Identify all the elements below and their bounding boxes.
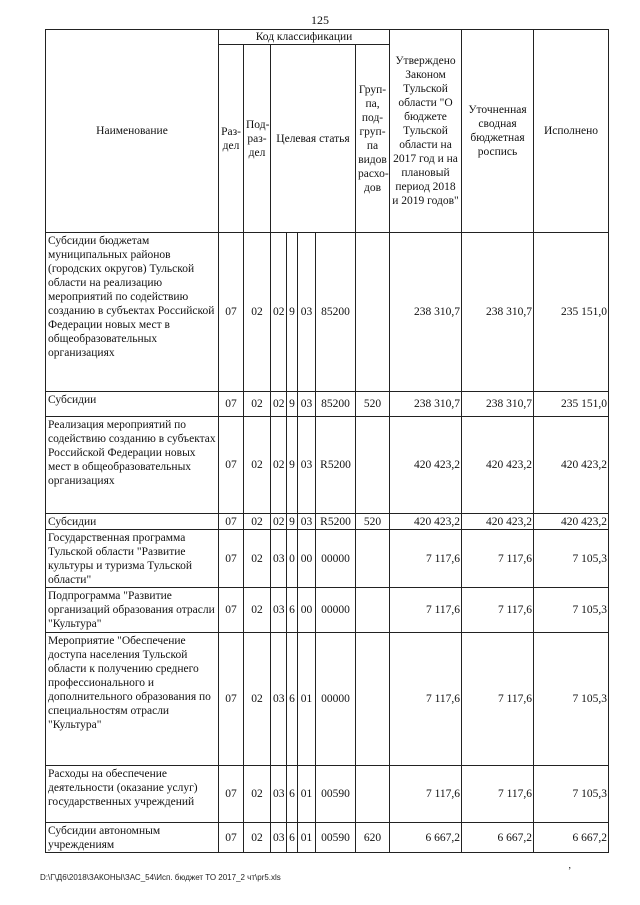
row-target-subprogram: 9 [287,417,298,514]
row-name: Субсидии [46,514,219,530]
row-refined: 7 117,6 [462,766,534,823]
row-target-program: 03 [271,530,287,588]
row-group: 620 [356,823,390,853]
row-target-subprogram: 9 [287,514,298,530]
table-row [46,233,609,392]
row-target-subprogram: 6 [287,633,298,766]
row-approved: 420 423,2 [390,417,462,514]
row-podrazdel: 02 [244,766,271,823]
row-group [356,588,390,633]
row-name: Государственная программа Тульской области "Развитие культуры и туризма Тульской области" [46,530,219,588]
row-target-program: 03 [271,823,287,853]
row-refined: 6 667,2 [462,823,534,853]
row-target-event: 03 [298,392,316,417]
row-approved: 420 423,2 [390,514,462,530]
table-row [46,530,609,588]
row-group [356,633,390,766]
row-executed: 235 151,0 [534,233,609,392]
row-target-program: 02 [271,392,287,417]
row-executed: 6 667,2 [534,823,609,853]
row-name: Мероприятие "Обеспечение доступа населения Тульской области к получению среднего профессионального и дополнительного образования по специальностям отрасли "Культура" [46,633,219,766]
row-target-event: 03 [298,514,316,530]
row-refined: 7 117,6 [462,530,534,588]
row-target-event: 00 [298,530,316,588]
footer-path: D:\Г\Д6\2018\ЗАКОНЫ\ЗАС_54\Исп. бюджет ТО 2017_2 чт\pr5.xls [40,873,281,882]
row-name: Реализация мероприятий по содействию созданию в субъектах Российской Федерации новых мест в общеобразовательных организациях [46,417,219,514]
row-executed: 7 105,3 [534,633,609,766]
table-row [46,633,609,766]
row-name: Подпрограмма "Развитие организаций образования отрасли "Культура" [46,588,219,633]
row-refined: 7 117,6 [462,633,534,766]
table-row [46,823,609,853]
row-executed: 420 423,2 [534,514,609,530]
row-razdel: 07 [219,514,244,530]
row-executed: 235 151,0 [534,392,609,417]
row-target-direction: 85200 [316,392,356,417]
row-group: 520 [356,392,390,417]
row-target-event: 01 [298,766,316,823]
row-executed: 7 105,3 [534,588,609,633]
row-name: Субсидии [46,392,219,417]
row-razdel: 07 [219,530,244,588]
row-podrazdel: 02 [244,514,271,530]
row-razdel: 07 [219,392,244,417]
header-refined: Уточненная сводная бюджетная роспись [462,30,534,233]
table-header [46,30,609,233]
row-approved: 238 310,7 [390,392,462,417]
row-razdel: 07 [219,233,244,392]
row-target-event: 03 [298,233,316,392]
table-row [46,392,609,417]
row-group [356,530,390,588]
row-podrazdel: 02 [244,588,271,633]
row-group [356,233,390,392]
row-executed: 420 423,2 [534,417,609,514]
row-refined: 420 423,2 [462,417,534,514]
row-name: Субсидии бюджетам муниципальных районов (городских округов) Тульской области на реализацию мероприятий по содействию созданию в субъектах Российской Федерации новых мест в общеобразовательных организациях [46,233,219,392]
row-podrazdel: 02 [244,633,271,766]
row-target-program: 02 [271,417,287,514]
row-executed: 7 105,3 [534,766,609,823]
row-target-event: 01 [298,633,316,766]
row-target-direction: 85200 [316,233,356,392]
row-target-subprogram: 6 [287,766,298,823]
table-row [46,417,609,514]
row-target-subprogram: 0 [287,530,298,588]
row-refined: 7 117,6 [462,588,534,633]
row-approved: 7 117,6 [390,766,462,823]
page-mark: ʼ [568,866,572,877]
row-target-program: 03 [271,633,287,766]
row-approved: 7 117,6 [390,588,462,633]
row-target-program: 02 [271,233,287,392]
row-refined: 238 310,7 [462,392,534,417]
row-approved: 238 310,7 [390,233,462,392]
row-target-subprogram: 9 [287,233,298,392]
row-target-event: 00 [298,588,316,633]
row-target-subprogram: 6 [287,823,298,853]
row-approved: 7 117,6 [390,530,462,588]
row-podrazdel: 02 [244,823,271,853]
row-target-direction: 00590 [316,823,356,853]
header-approved: Утверждено Законом Тульской области "О бюджете Тульской области на 2017 год и на плановый период 2018 и 2019 годов" [390,30,462,233]
header-target: Целевая статья [271,45,356,233]
header-code: Код классификации [219,30,390,45]
page-number: 125 [311,13,329,27]
row-razdel: 07 [219,823,244,853]
row-approved: 7 117,6 [390,633,462,766]
row-refined: 420 423,2 [462,514,534,530]
row-razdel: 07 [219,766,244,823]
row-target-program: 03 [271,588,287,633]
table-row [46,588,609,633]
header-razdel: Раз-дел [219,45,244,233]
row-target-direction: 00590 [316,766,356,823]
header-name: Наименование [46,30,219,233]
row-target-program: 02 [271,514,287,530]
table-body [46,233,609,853]
row-target-subprogram: 6 [287,588,298,633]
row-target-direction: R5200 [316,514,356,530]
row-group [356,766,390,823]
row-podrazdel: 02 [244,392,271,417]
row-group [356,417,390,514]
header-group: Груп-па, под-груп-па видов расхо-дов [356,45,390,233]
row-razdel: 07 [219,588,244,633]
budget-table [45,29,609,853]
row-target-event: 03 [298,417,316,514]
row-target-direction: 00000 [316,588,356,633]
row-target-direction: 00000 [316,633,356,766]
row-razdel: 07 [219,417,244,514]
row-podrazdel: 02 [244,530,271,588]
row-target-direction: R5200 [316,417,356,514]
row-razdel: 07 [219,633,244,766]
row-group: 520 [356,514,390,530]
row-podrazdel: 02 [244,233,271,392]
row-target-program: 03 [271,766,287,823]
table-row [46,514,609,530]
row-approved: 6 667,2 [390,823,462,853]
header-podrazdel: Под-раз-дел [244,45,271,233]
row-podrazdel: 02 [244,417,271,514]
row-name: Расходы на обеспечение деятельности (оказание услуг) государственных учреждений [46,766,219,823]
row-refined: 238 310,7 [462,233,534,392]
row-name: Субсидии автономным учреждениям [46,823,219,853]
row-target-event: 01 [298,823,316,853]
row-target-direction: 00000 [316,530,356,588]
table-row [46,766,609,823]
row-executed: 7 105,3 [534,530,609,588]
row-target-subprogram: 9 [287,392,298,417]
header-executed: Исполнено [534,30,609,233]
